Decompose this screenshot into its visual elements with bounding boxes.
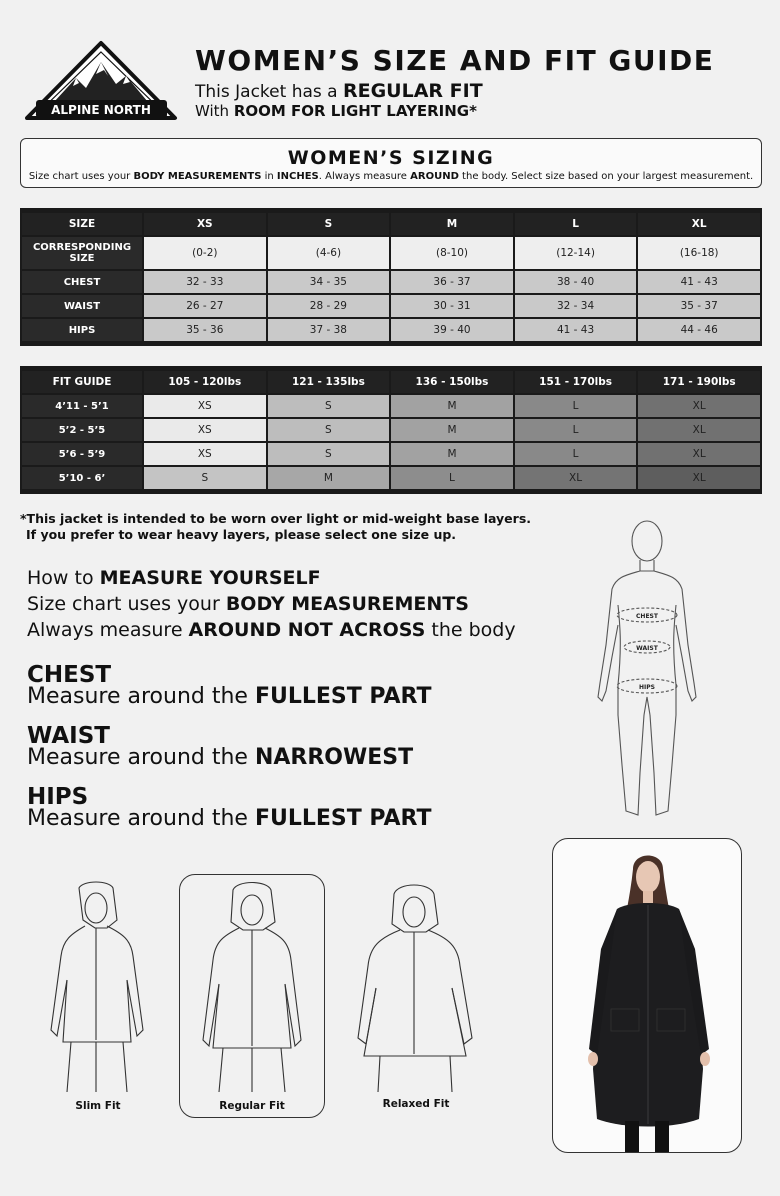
- measure-line-2: [27, 593, 469, 615]
- waist-instruction-bold: NARROWEST: [254, 745, 414, 770]
- table-header-cell: S: [268, 213, 390, 235]
- table-cell: 35 - 37: [638, 295, 760, 317]
- chest-instruction: [27, 684, 432, 709]
- table-cell: 39 - 40: [391, 319, 513, 341]
- table-cell: 30 - 31: [391, 295, 513, 317]
- row-label: 5’6 - 5’9: [22, 443, 142, 465]
- sizing-note-g: the body. Select size based on your largest measurement.: [458, 171, 754, 182]
- table-row: [22, 395, 760, 417]
- row-label: 4’11 - 5’1: [22, 395, 142, 417]
- table-cell: (0-2): [144, 237, 266, 269]
- waist-marker-label: WAIST: [636, 645, 658, 652]
- table-cell: XS: [144, 419, 266, 441]
- table-cell: S: [144, 467, 266, 489]
- sizing-note-c: in: [261, 171, 277, 182]
- hips-instruction: [27, 806, 432, 831]
- row-label: CHEST: [22, 271, 142, 293]
- table-header-cell: 151 - 170lbs: [515, 371, 637, 393]
- table-cell: 41 - 43: [515, 319, 637, 341]
- sizing-title: WOMEN’S SIZING: [287, 147, 495, 169]
- table-cell: 35 - 36: [144, 319, 266, 341]
- table-cell: (16-18): [638, 237, 760, 269]
- table-cell: 41 - 43: [638, 271, 760, 293]
- model-wearing-jacket-image: [553, 839, 742, 1153]
- table-cell: S: [268, 419, 390, 441]
- table-row: [22, 237, 760, 269]
- logo-text: ALPINE NORTH: [51, 103, 151, 117]
- hips-instruction-pre: Measure around the: [27, 806, 255, 831]
- table-cell: 37 - 38: [268, 319, 390, 341]
- table-cell: XL: [638, 395, 760, 417]
- table-cell: L: [515, 443, 637, 465]
- measure-line-2-pre: Size chart uses your: [27, 593, 226, 615]
- fit-type: REGULAR FIT: [342, 80, 483, 102]
- table-header-cell: 121 - 135lbs: [268, 371, 390, 393]
- table-cell: M: [268, 467, 390, 489]
- table-header-cell: 171 - 190lbs: [638, 371, 760, 393]
- relaxed-fit-label: Relaxed Fit: [382, 1098, 450, 1110]
- regular-fit-illustration: [195, 880, 310, 1095]
- table-cell: M: [391, 443, 513, 465]
- layering-footnote: *This jacket is intended to be worn over light or mid-weight base layers.: [20, 511, 532, 526]
- table-cell: 34 - 35: [268, 271, 390, 293]
- size-table: [20, 211, 762, 343]
- measure-line-3-post: the body: [425, 619, 516, 641]
- table-row: [22, 319, 760, 341]
- table-header-cell: SIZE: [22, 213, 142, 235]
- layering-description: [195, 102, 477, 120]
- size-table-header: [22, 213, 760, 235]
- alpine-north-logo: [24, 40, 179, 122]
- chest-marker-label: CHEST: [636, 613, 658, 620]
- measure-line-3: [27, 619, 516, 641]
- table-cell: M: [391, 395, 513, 417]
- table-cell: 28 - 29: [268, 295, 390, 317]
- size-table-container: [20, 208, 762, 346]
- fit-table-header: [22, 371, 760, 393]
- table-cell: 44 - 46: [638, 319, 760, 341]
- slim-fit-illustration: [45, 880, 153, 1095]
- table-cell: XS: [144, 443, 266, 465]
- table-cell: L: [515, 395, 637, 417]
- waist-instruction: [27, 745, 413, 770]
- table-header-cell: XL: [638, 213, 760, 235]
- waist-heading: WAIST: [27, 723, 110, 749]
- table-cell: 36 - 37: [391, 271, 513, 293]
- table-cell: XL: [638, 467, 760, 489]
- table-cell: L: [391, 467, 513, 489]
- table-cell: XL: [638, 443, 760, 465]
- product-photo-frame: [552, 838, 742, 1153]
- table-cell: 38 - 40: [515, 271, 637, 293]
- table-header-cell: 105 - 120lbs: [144, 371, 266, 393]
- table-cell: XL: [638, 419, 760, 441]
- chest-instruction-pre: Measure around the: [27, 684, 255, 709]
- table-header-cell: FIT GUIDE: [22, 371, 142, 393]
- measure-heading-pre: How to: [27, 567, 100, 589]
- fit-description-prefix: This Jacket has a: [195, 82, 343, 102]
- chest-heading: CHEST: [27, 662, 112, 688]
- table-cell: 26 - 27: [144, 295, 266, 317]
- slim-fit-label: Slim Fit: [75, 1100, 121, 1112]
- hips-heading: HIPS: [27, 784, 89, 810]
- sizing-note-d: INCHES: [276, 171, 319, 182]
- table-row: [22, 467, 760, 489]
- table-row: [22, 419, 760, 441]
- row-label: HIPS: [22, 319, 142, 341]
- sizing-note: [21, 171, 761, 182]
- table-row: [22, 295, 760, 317]
- table-cell: M: [391, 419, 513, 441]
- body-measurement-figure: [588, 515, 706, 825]
- table-header-cell: M: [391, 213, 513, 235]
- measure-heading-bold: MEASURE YOURSELF: [99, 567, 321, 589]
- table-header-cell: L: [515, 213, 637, 235]
- page-title: WOMEN’S SIZE AND FIT GUIDE: [195, 44, 715, 77]
- table-header-cell: 136 - 150lbs: [391, 371, 513, 393]
- hips-instruction-bold: FULLEST PART: [254, 806, 432, 831]
- table-cell: (8-10): [391, 237, 513, 269]
- fit-guide-table: [20, 369, 762, 491]
- table-cell: 32 - 34: [515, 295, 637, 317]
- row-label: 5’10 - 6’: [22, 467, 142, 489]
- sizing-banner: [20, 138, 762, 188]
- measure-line-2-bold: BODY MEASUREMENTS: [225, 593, 469, 615]
- relaxed-fit-illustration: [350, 880, 480, 1095]
- table-cell: 32 - 33: [144, 271, 266, 293]
- measure-heading: [27, 567, 321, 589]
- fit-description: [195, 80, 483, 102]
- table-cell: XL: [515, 467, 637, 489]
- table-cell: XS: [144, 395, 266, 417]
- measure-line-3-pre: Always measure: [27, 619, 189, 641]
- table-header-cell: XS: [144, 213, 266, 235]
- regular-fit-label: Regular Fit: [219, 1100, 285, 1112]
- layering-footnote-2: If you prefer to wear heavy layers, please select one size up.: [26, 527, 457, 542]
- sizing-note-f: AROUND: [410, 171, 459, 182]
- table-cell: (4-6): [268, 237, 390, 269]
- table-cell: S: [268, 443, 390, 465]
- chest-instruction-bold: FULLEST PART: [254, 684, 432, 709]
- table-cell: L: [515, 419, 637, 441]
- layering-prefix: With: [195, 102, 234, 120]
- table-row: [22, 443, 760, 465]
- table-cell: (12-14): [515, 237, 637, 269]
- waist-instruction-pre: Measure around the: [27, 745, 255, 770]
- hips-marker-label: HIPS: [639, 684, 655, 691]
- fit-table-container: [20, 366, 762, 494]
- row-label: WAIST: [22, 295, 142, 317]
- sizing-note-e: . Always measure: [318, 171, 411, 182]
- row-label: 5’2 - 5’5: [22, 419, 142, 441]
- layering-note: ROOM FOR LIGHT LAYERING*: [233, 102, 477, 120]
- table-row: [22, 271, 760, 293]
- row-label: CORRESPONDING SIZE: [22, 237, 142, 269]
- sizing-note-b: BODY MEASUREMENTS: [133, 171, 262, 182]
- sizing-note-a: Size chart uses your: [28, 171, 134, 182]
- measure-line-3-bold: AROUND NOT ACROSS: [188, 619, 426, 641]
- table-cell: S: [268, 395, 390, 417]
